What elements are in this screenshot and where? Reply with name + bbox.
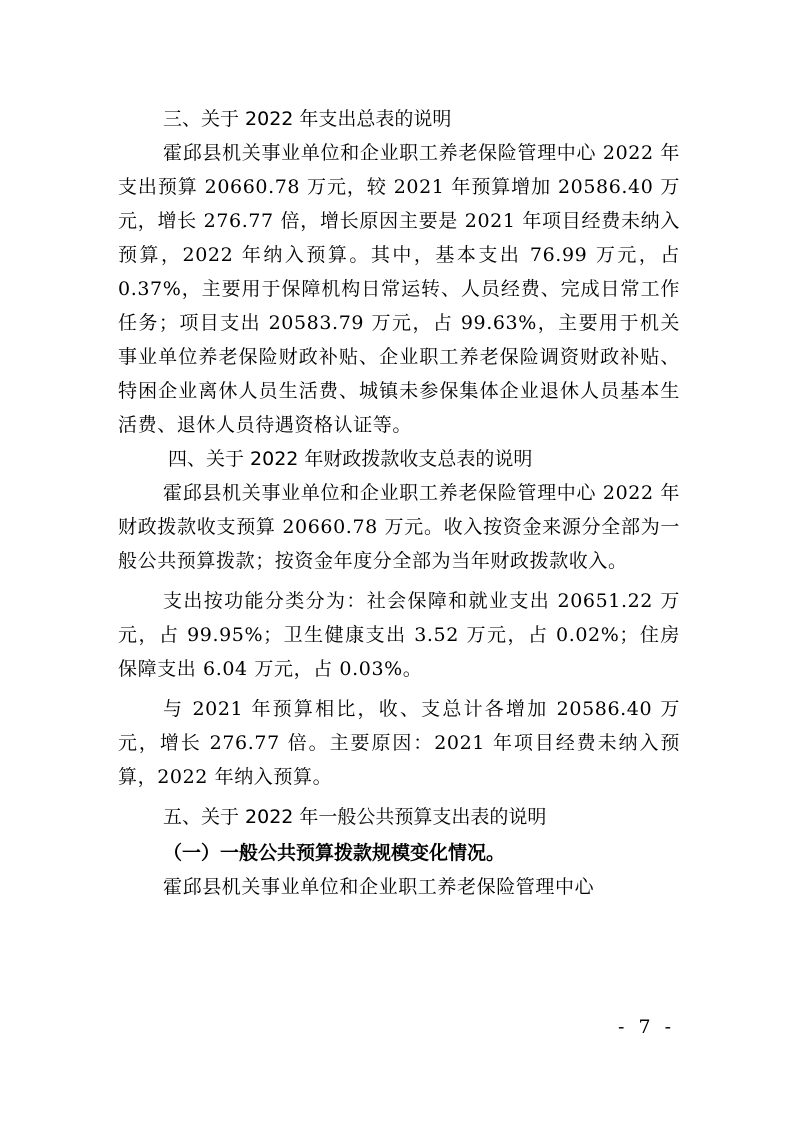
section-5-paragraph-1: 霍邱县机关事业单位和企业职工养老保险管理中心 xyxy=(163,876,595,898)
section-4-heading: 四、关于 2022 年财政拨款收支总表的说明 xyxy=(168,448,533,470)
section-5-subheading-1: （一）一般公共预算拨款规模变化情况。 xyxy=(163,842,506,864)
section-4-paragraph-2: 支出按功能分类分为：社会保障和就业支出 20651.22 万元，占 99.95%；卫生健康支出 3.52 万元，占 0.02%；住房保障支出 6.04 万元，占 0.03%。 xyxy=(118,590,680,680)
document-body xyxy=(118,102,680,904)
section-3-paragraph: 霍邱县机关事业单位和企业职工养老保险管理中心 2022 年支出预算 20660.78 万元，较 2021 年预算增加 20586.40 万元，增长 276.77 倍，增长原因主要是 2021 年项目经费未纳入预算，2022 年纳入预算。其中，基本支出 76.99 万元，占 0.37%，主要用于保障机构日常运转、人员经费、完成日常工作任务；项目支出 20583.79 万元，占 99.63%，主要用于机关事业单位养老保险财政补贴、企业职工养老保险调资财政补贴、特困企业离休人员生活费、城镇未参保集体企业退休人员基本生活费、退休人员待遇资格认证等。 xyxy=(118,142,680,436)
section-5-heading: 五、关于 2022 年一般公共预算支出表的说明 xyxy=(163,806,547,828)
section-4-paragraph-3: 与 2021 年预算相比，收、支总计各增加 20586.40 万元，增长 276.77 倍。主要原因：2021 年项目经费未纳入预算，2022 年纳入预算。 xyxy=(118,698,680,788)
page-number: - 7 - xyxy=(618,1016,676,1038)
section-3-heading: 三、关于 2022 年支出总表的说明 xyxy=(163,108,452,130)
section-4-paragraph-1: 霍邱县机关事业单位和企业职工养老保险管理中心 2022 年财政拨款收支预算 20660.78 万元。收入按资金来源分全部为一般公共预算拨款；按资金年度分全部为当年财政拨款收入。 xyxy=(118,482,680,572)
